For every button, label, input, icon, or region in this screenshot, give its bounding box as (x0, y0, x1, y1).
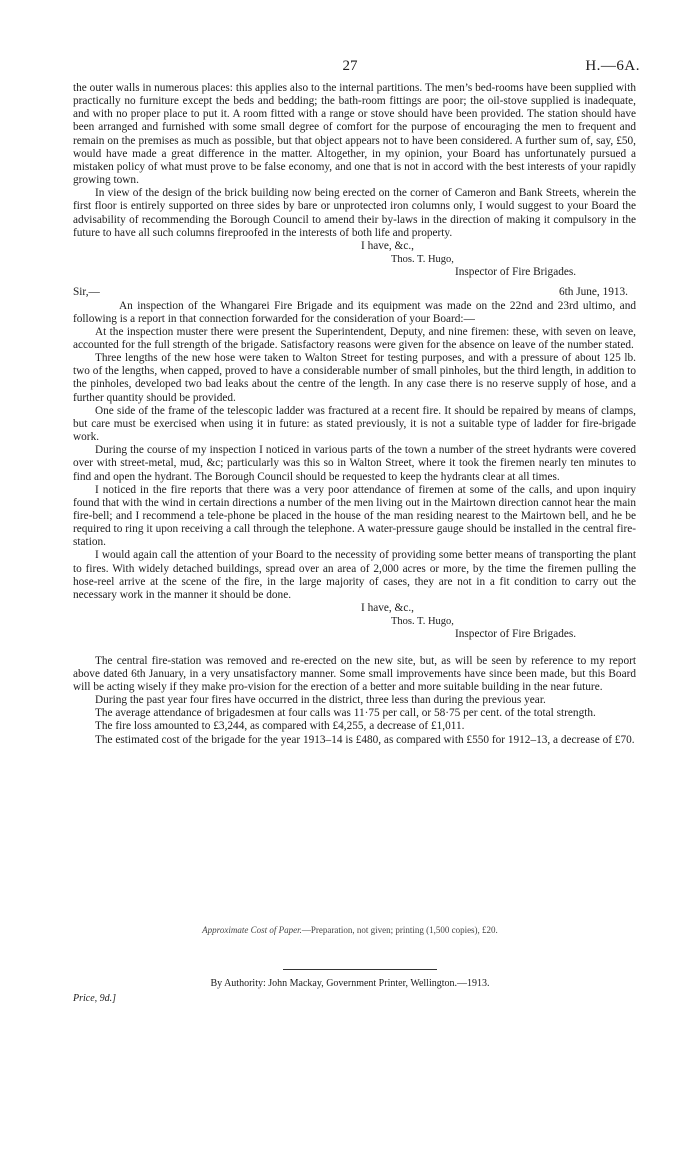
approximate-cost-label: Approximate Cost of Paper. (202, 925, 302, 935)
paragraph-fire-station: The central fire-station was removed and re-erected on the new site, but, as will be seen by reference to my report above dated 6th January, in a very unsatisfactory manner. Some small improvements have since been made, but this Board will be acting wisely if they make pro-vision for the erection of a better and more suitable building in the near future. (73, 654, 636, 693)
letter-heading (73, 286, 636, 299)
approximate-cost-text: —Preparation, not given; printing (1,500 copies), £20. (301, 925, 498, 935)
paragraph-estimated-cost: The estimated cost of the brigade for the year 1913–14 is £480, as compared with £550 for 1912–13, a decrease of £70. (95, 733, 635, 746)
paragraph-average-attendance: The average attendance of brigadesmen at four calls was 11·75 per call, or 58·75 per cent. of the total strength. (95, 707, 596, 720)
paragraph-ladder: One side of the frame of the telescopic ladder was fractured at a recent fire. It should be repaired by means of clamps, but care must be exercised when using it in future: as stated previously, it is not a suitable type of ladder for fire-brigade work. (73, 404, 636, 444)
paragraph-hydrants: During the course of my inspection I noticed in various parts of the town a number of the street hydrants were covered over with street-metal, mud, &c; particularly was this so in Walton Street, where it took the firemen nearly ten minutes to find and open the hydrant. The Borough Council should be requested to keep the hydrants clear at all times. (73, 444, 636, 483)
signoff-close: I have, &c., (361, 602, 415, 615)
signoff-close: I have, &c., (361, 239, 415, 252)
signoff-name: Thos. T. Hugo, (391, 616, 454, 628)
approximate-cost-note (0, 925, 700, 935)
document-reference: H.—6A. (585, 58, 640, 74)
price-note: Price, 9d.] (73, 993, 117, 1004)
letter-date: 6th June, 1913. (558, 286, 628, 299)
footer-rule (283, 969, 437, 970)
page-number: 27 (342, 58, 358, 74)
paragraph-outer-walls: the outer walls in numerous places: this applies also to the internal partitions. The men’s bed-rooms have been supplied with practically no furniture except the beds and bedding; the bath-room fittings are poor; the oil-stove supplied is inadequate, and with no proper place to put it. A room fitted with a range or stove should have been provided. The station should have been arranged and furnished with some small degree of comfort for the purpose of encouraging the men to frequent and remain on the premises as much as possible, but that object appears not to have been considered. A further sum of, say, £50, would have made a great difference in the matter. Altogether, in my opinion, your Board has unfortunately pursued a mistaken policy of what must prove to be false economy, and one that is not in accord with the best interests of your rapidly growing town. (73, 82, 636, 187)
paragraph-transport: I would again call the attention of your Board to the necessity of providing some better means of transporting the plant to fires. With widely detached buildings, spread over an area of 2,000 acres or more, by the time the firemen pulling the hose-reel arrive at the scene of the fire, in the large majority of cases, they are not in a fit condition to carry out the necessary work in the manner it should be done. (73, 549, 636, 601)
paragraph-fires: During the past year four fires have occurred in the district, three less than during the previous year. (95, 694, 546, 707)
paragraph-fire-loss: The fire loss amounted to £3,244, as compared with £4,255, a decrease of £1,011. (95, 720, 465, 733)
authority-line: By Authority: John Mackay, Government Printer, Wellington.—1913. (210, 978, 490, 989)
paragraph-muster: At the inspection muster there were present the Superintendent, Deputy, and nine firemen: these, with seven on leave, accounted for the full strength of the brigade. Satisfactory reasons were given for the absence on leave of the number stated. (73, 325, 636, 351)
paragraph-hose-test: Three lengths of the new hose were taken to Walton Street for testing purposes, and with a pressure of about 125 lb. two of the lengths, when capped, proved to have a considerable number of small pinholes, but the third length, in addition to the pinholes, developed two bad leaks about the centre of the length. In any case there is no reserve supply of hose, and a further quantity should be provided. (73, 352, 636, 404)
document-body (73, 82, 636, 747)
salutation: Sir,— (73, 286, 100, 299)
paragraph-brick-building: In view of the design of the brick building now being erected on the corner of Cameron and Bank Streets, wherein the first floor is entirely supported on three sides by bare or unprotected iron columns only, I would suggest to your Board the advisability of recommending the Borough Council to amend their by-laws in the direction of making it compulsory in the future to have all such columns fireproofed in the interests of both life and property. (73, 187, 636, 239)
paragraph-inspection: An inspection of the Whangarei Fire Brigade and its equipment was made on the 22nd and 23rd ultimo, and following is a report in that connection forwarded for the consideration of your Board:— (73, 299, 636, 325)
signoff-title: Inspector of Fire Brigades. (455, 266, 577, 279)
paragraph-attendance: I noticed in the fire reports that there was a very poor attendance of firemen at some of the calls, and upon inquiry found that with the wind in certain directions a number of the men living out in the Mairtown direction cannot hear the main fire-bell; and I recommend a tele-phone be placed in the house of the man residing nearest to the Mairtown bell, and he be required to ring it upon receiving a call through the telephone. A water-pressure gauge should be installed in the central fire-station. (73, 483, 636, 549)
signoff-name: Thos. T. Hugo, (391, 254, 454, 266)
signoff-title: Inspector of Fire Brigades. (455, 628, 577, 641)
